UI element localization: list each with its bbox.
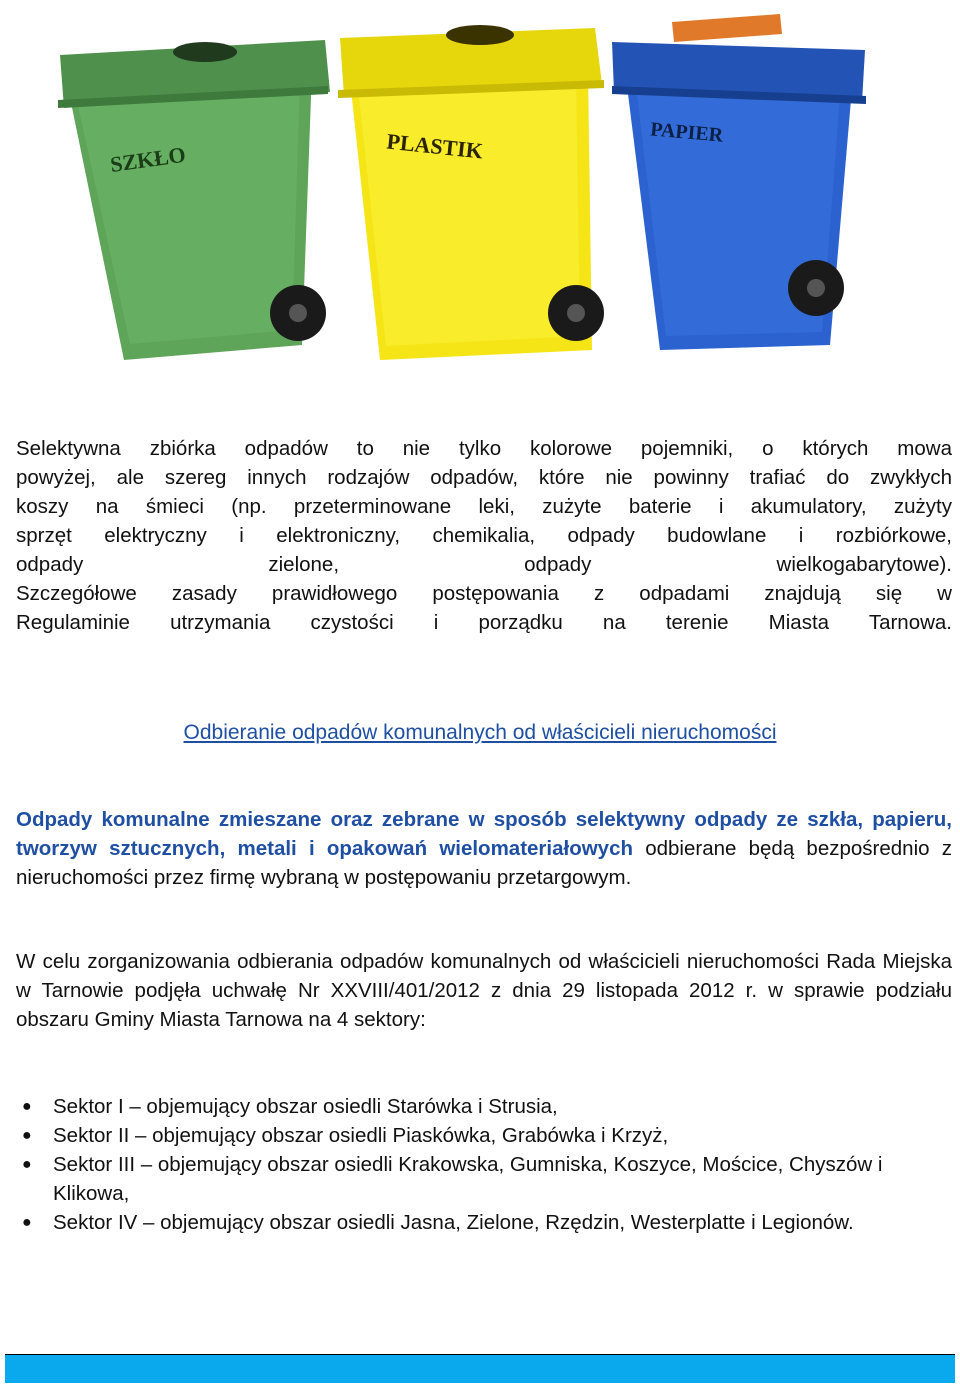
sector-list — [16, 1092, 952, 1237]
bullet-icon: ● — [22, 1127, 32, 1144]
list-item — [16, 1208, 952, 1237]
footer-bar — [5, 1354, 955, 1383]
bin-label: PLASTIK — [385, 128, 485, 164]
list-item — [16, 1121, 952, 1150]
text-line: odpady zielone, odpady wielkogabarytowe). — [16, 553, 952, 576]
text-line: koszy na śmieci (np. przeterminowane leki, zużyte baterie i akumulatory, zużyty — [16, 495, 952, 518]
bullet-icon: ● — [22, 1098, 32, 1115]
intro-paragraph — [16, 434, 952, 637]
sector-text: Sektor IV – objemujący obszar osiedli Jasna, Zielone, Rzędzin, Westerplatte i Legionów. — [53, 1211, 854, 1234]
waste-bins-illustration — [40, 0, 940, 395]
section-heading: Odbieranie odpadów komunalnych od właścicieli nieruchomości — [183, 721, 777, 744]
bin-label: SZKŁO — [108, 141, 188, 178]
bullet-icon: ● — [22, 1214, 32, 1231]
blue-bin-paper — [612, 14, 866, 350]
resolution-paragraph: W celu zorganizowania odbierania odpadów komunalnych od właścicieli nieruchomości Rada Miejska w Tarnowie podjęła uchwałę Nr XXVIII/401/2012 z dnia 29 listopada 2012 r. w sprawie podziału obszaru Gminy Miasta Tarnowa na 4 sektory: — [16, 950, 952, 1031]
text-line: Szczegółowe zasady prawidłowego postępowania z odpadami znajdują się w — [16, 582, 952, 605]
highlighted-text: Odpady komunalne zmieszane oraz zebrane w sposób selektywny odpady ze szkła, papieru, tworzyw sztucznych, metali i opakowań wielomateriałowych — [16, 808, 952, 860]
list-item — [16, 1092, 952, 1121]
sector-text: Sektor I – objemujący obszar osiedli Starówka i Strusia, — [53, 1095, 558, 1118]
collection-paragraph — [16, 805, 952, 892]
text-line: sprzęt elektryczny i elektroniczny, chemikalia, odpady budowlane i rozbiórkowe, — [16, 524, 952, 547]
sector-text: Sektor III – objemujący obszar osiedli Krakowska, Gumniska, Koszyce, Mościce, Chyszów i Klikowa, — [53, 1153, 883, 1205]
text-line: powyżej, ale szereg innych rodzajów odpadów, które nie powinny trafiać do zwykłych — [16, 466, 952, 489]
sector-text: Sektor II – objemujący obszar osiedli Piaskówka, Grabówka i Krzyż, — [53, 1124, 669, 1147]
list-item — [16, 1150, 952, 1208]
body-text: odbierane będą bezpośrednio z nieruchomości przez firmę wybraną w postępowaniu przetargowym. — [16, 837, 952, 889]
yellow-bin-plastic — [338, 25, 604, 360]
text-line: Regulaminie utrzymania czystości i porządku na terenie Miasta Tarnowa. — [16, 611, 952, 634]
text-line: Selektywna zbiórka odpadów to nie tylko kolorowe pojemniki, o których mowa — [16, 437, 952, 460]
bullet-icon: ● — [22, 1156, 32, 1173]
green-bin-glass — [58, 40, 330, 360]
bin-label: PAPIER — [649, 118, 725, 147]
